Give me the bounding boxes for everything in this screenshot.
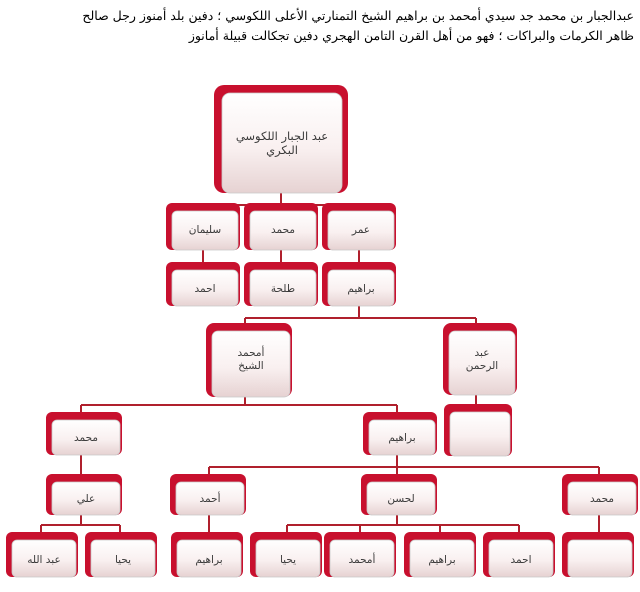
node-amhamed-lahsen-label: أمحمد [348,554,376,566]
intro-line-2: ظاهر الكرمات والبراكات ؛ فهو من أهل القرن التامن الهجري دفين تجكالت قبيلة أمانوز [188,28,634,43]
node-ahmed-lahsen [483,532,555,577]
node-ali-label: علي [76,493,96,505]
node-abdallah-label: عبد الله [27,554,61,566]
node-yahya-lahsen [250,532,322,577]
node-root [214,85,348,193]
node-yahya-ali [85,532,157,577]
node-son-mohamed-label: محمد [271,224,295,236]
node-lahsen-label: لحسن [387,493,415,505]
node-mohamed-l4-label: محمد [74,432,98,444]
node-grandson-ahmed-label: احمد [194,283,216,295]
node-mohamed-l4 [46,412,122,455]
node-grandson-brahim [322,262,396,306]
node-son-omar-label: عمر [351,224,371,236]
node-son-sulaiman [166,203,240,250]
node-brahim-ahmed [171,532,243,577]
node-mohamed-l5 [562,474,638,515]
node-grandson-talha [244,262,318,306]
node-yahya-ali-label: يحيا [114,554,132,566]
node-yahya-lahsen-label: يحيا [279,554,297,566]
node-amhamed-chikh [206,323,292,397]
node-lahsen [361,474,437,515]
node-amhamed-chikh-label: أمحمد الشيخ [237,347,265,372]
node-son-mohamed [244,203,318,250]
node-ahmed-l5 [170,474,246,515]
node-ahmed-lahsen-label: احمد [510,554,532,566]
node-mohamed-l5-label: محمد [590,493,614,505]
node-son-omar [322,203,396,250]
node-mohamed-child-empty [562,532,634,577]
node-son-sulaiman-label: سليمان [188,224,222,236]
node-ahmed-l5-label: أحمد [199,493,221,505]
node-abdelrahman-child-empty [444,404,512,456]
node-brahim-l4 [363,412,437,455]
node-abdelrahman-label: عبد الرحمن [465,347,499,372]
node-abdelrahman [443,323,517,395]
node-root-label: عبد الجبار اللكوسي البكري [235,129,329,157]
node-brahim-lahsen-label: براهيم [428,554,456,566]
node-grandson-ahmed [166,262,240,306]
intro-line-1: عبدالجبار بن محمد جد سيدي أمحمد بن براهيم الشيخ التمنارتي الأعلى اللكوسي ؛ دفين بلد أمنوز رجل صالح [82,8,634,23]
node-ali [46,474,122,515]
node-amhamed-lahsen [324,532,396,577]
node-brahim-lahsen [404,532,476,577]
node-grandson-talha-label: طلحة [270,283,296,295]
node-brahim-ahmed-label: براهيم [195,554,223,566]
node-abdallah [6,532,78,577]
node-brahim-l4-label: براهيم [388,432,416,444]
node-grandson-brahim-label: براهيم [347,283,375,295]
